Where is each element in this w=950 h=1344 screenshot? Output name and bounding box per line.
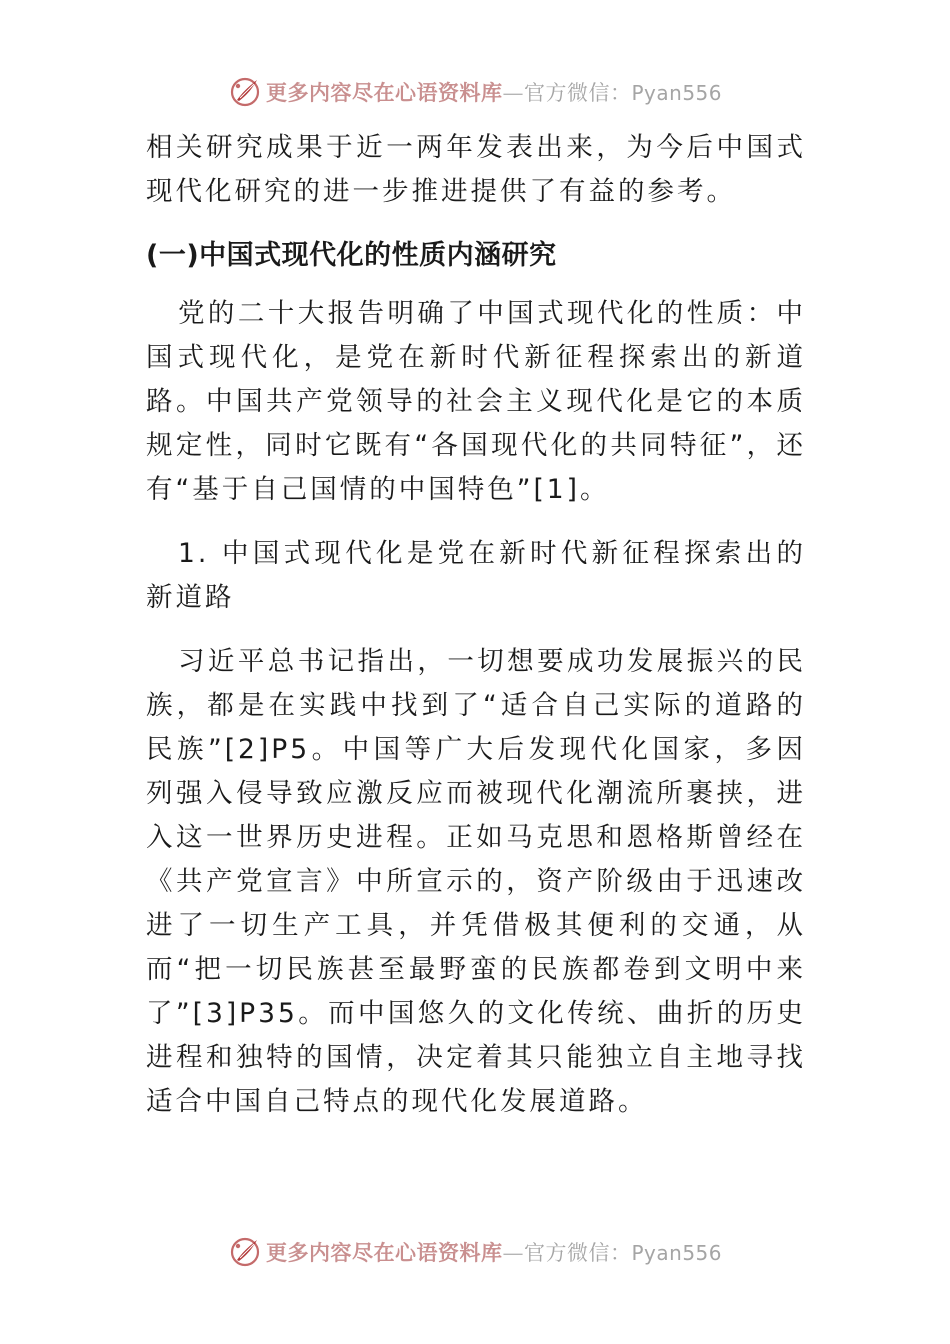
watermark-dash: — [502, 1241, 524, 1265]
footer-watermark [0, 1232, 950, 1272]
watermark-wechat-label: 官方微信： [523, 81, 632, 105]
paragraph-continued: 相关研究成果于近一两年发表出来，为今后中国式现代化研究的进一步推进提供了有益的参考。 [146, 132, 806, 207]
watermark-dash: — [502, 81, 524, 105]
feather-seal-icon [228, 1235, 262, 1269]
watermark-main-text: 更多内容尽在心语资料库 [265, 80, 503, 105]
paragraph-xi: 习近平总书记指出，一切想要成功发展振兴的民族，都是在实践中找到了“适合自己实际的道路的民族”[2]P5。中国等广大后发现代化国家，多因列强入侵导致应激反应而被现代化潮流所裹挟，进入这一世界历史进程。正如马克思和恩格斯曾经在《共产党宣言》中所宣示的，资产阶级由于迅速改进了一切生产工具，并凭借极其便利的交通，从而“把一切民族甚至最野蛮的民族都卷到文明中来了”[3]P35。而中国悠久的文化传统、曲折的历史进程和独特的国情，决定着其只能独立自主地寻找适合中国自己特点的现代化发展道路。 [146, 646, 806, 1117]
paragraph-nature: 党的二十大报告明确了中国式现代化的性质：中国式现代化，是党在新时代新征程探索出的新道路。中国共产党领导的社会主义现代化是它的本质规定性，同时它既有“各国现代化的共同特征”，还有“基于自己国情的中国特色”[1]。 [146, 298, 806, 505]
section-heading: (一)中国式现代化的性质内涵研究 [146, 240, 557, 271]
header-watermark [0, 72, 950, 112]
watermark-wechat-id: Pyan556 [631, 1241, 722, 1265]
watermark-wechat-id: Pyan556 [631, 81, 722, 105]
watermark-wechat-label: 官方微信： [523, 1241, 632, 1265]
document-body [146, 126, 806, 1124]
subsection-heading: 1. 中国式现代化是党在新时代新征程探索出的新道路 [146, 538, 806, 613]
feather-seal-icon [228, 75, 262, 109]
watermark-main-text: 更多内容尽在心语资料库 [265, 1240, 503, 1265]
